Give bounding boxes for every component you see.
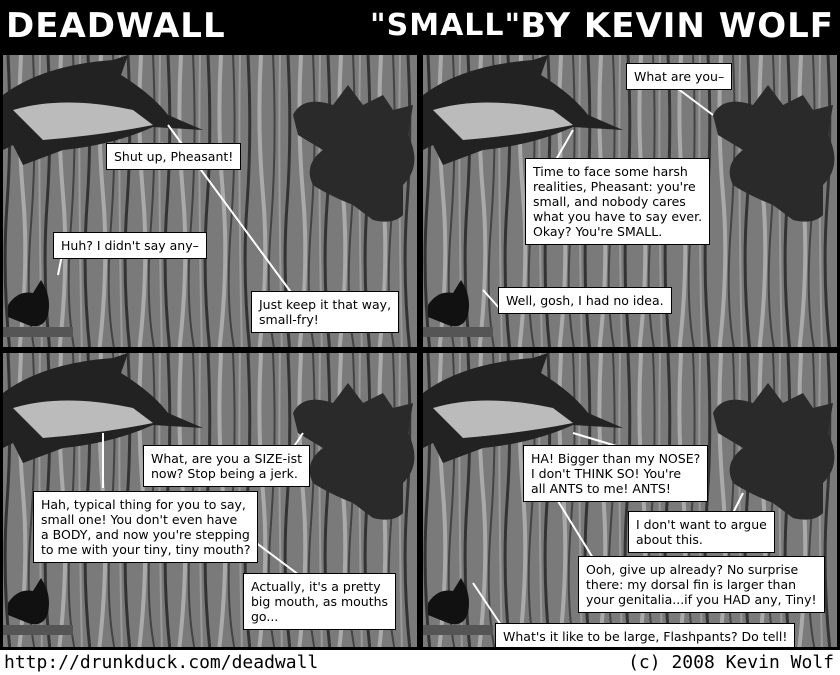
speech-bubble: What are you– xyxy=(626,63,732,90)
speech-bubble: Just keep it that way, small-fry! xyxy=(251,291,399,333)
speech-bubble: HA! Bigger than my NOSE? I don't THINK SO! You're all ANTS to me! ANTS! xyxy=(523,445,708,502)
speech-bubble: Ooh, give up already? No surprise there: my dorsal fin is larger than your genitalia...if you HAD any, Tiny! xyxy=(578,556,825,613)
speech-bubble: Time to face some harsh realities, Pheasant: you're small, and nobody cares what you have to say ever. Okay? You're SMALL. xyxy=(525,158,710,245)
speech-bubble: Huh? I didn't say any– xyxy=(53,232,207,259)
comic-panel-1 xyxy=(0,52,420,350)
comic-panel-2 xyxy=(420,52,840,350)
speech-bubble: What's it like to be large, Flashpants? Do tell! xyxy=(495,623,795,650)
speech-bubble: What, are you a SIZE-ist now? Stop being a jerk. xyxy=(143,445,310,487)
comic-byline: BY KEVIN WOLF xyxy=(520,6,834,46)
speech-bubble: Hah, typical thing for you to say, small one! You don't even have a BODY, and now you're stepping to me with your tiny, tiny mouth? xyxy=(33,491,258,563)
footer-url: http://drunkduck.com/deadwall xyxy=(4,652,319,673)
speech-bubble: Well, gosh, I had no idea. xyxy=(498,287,672,314)
footer-copyright: (c) 2008 Kevin Wolf xyxy=(628,652,834,673)
speech-bubble: Shut up, Pheasant! xyxy=(106,143,241,170)
speech-bubble: I don't want to argue about this. xyxy=(628,511,775,553)
comic-title: DEADWALL xyxy=(6,6,226,46)
comic-panel-3 xyxy=(0,350,420,650)
speech-bubble: Actually, it's a pretty big mouth, as mouths go... xyxy=(243,573,396,630)
episode-title: "SMALL" xyxy=(370,8,522,43)
comic-panel-4 xyxy=(420,350,840,650)
